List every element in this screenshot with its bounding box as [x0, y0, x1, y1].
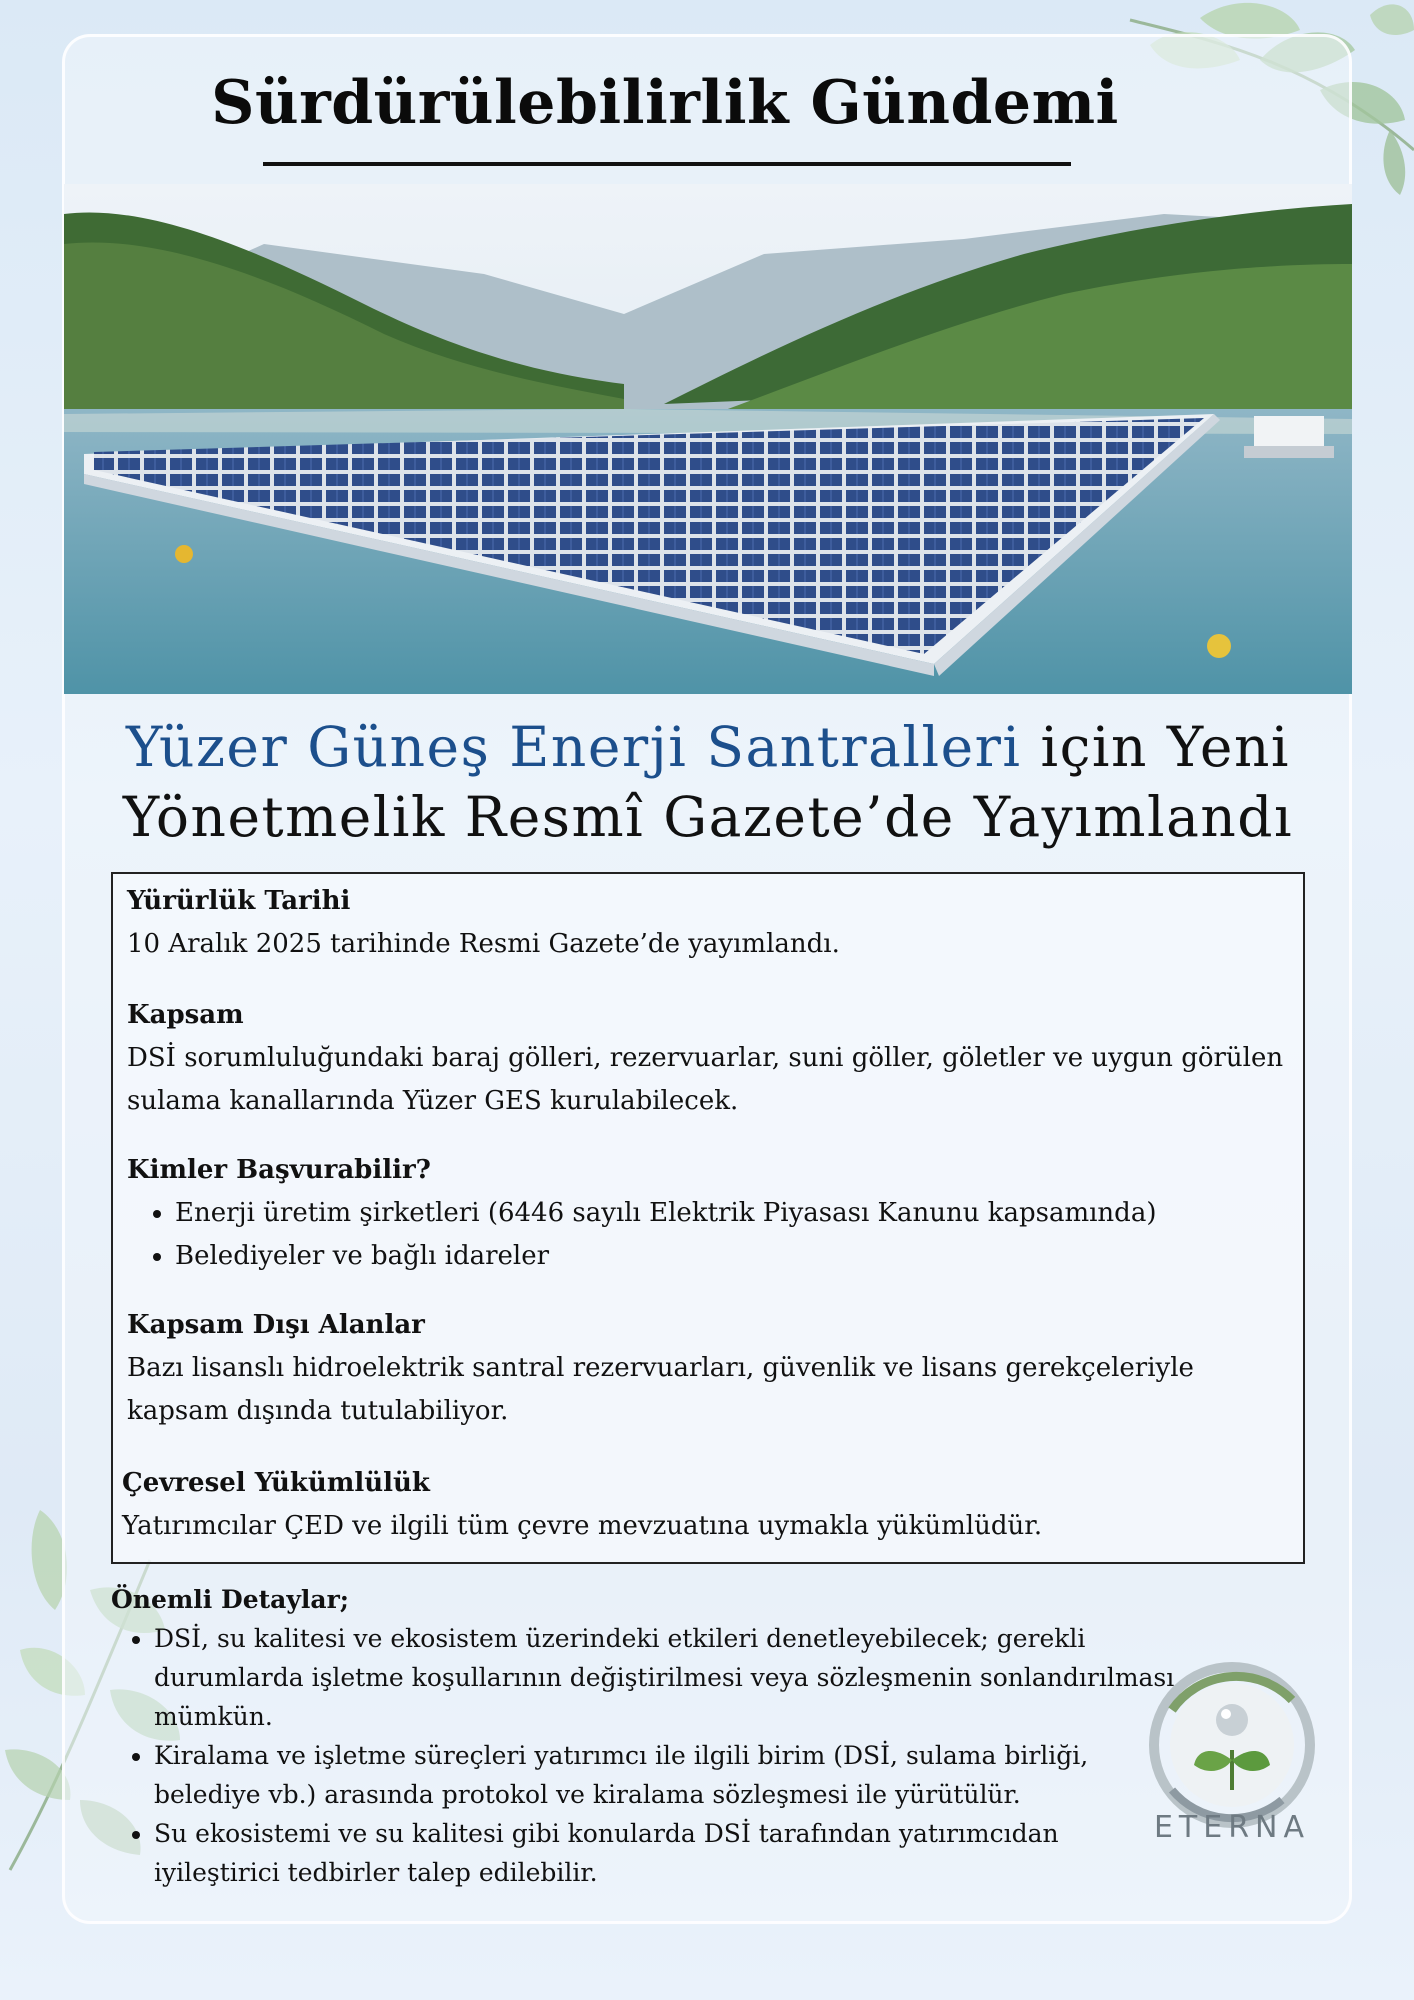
list-item: • Su ekosistemi ve su kalitesi gibi konularda DSİ tarafından yatırımcıdan iyileştirici tedbirler talep edilebilir. — [154, 1814, 1191, 1892]
list-item: • Enerji üretim şirketleri (6446 sayılı Elektrik Piyasası Kanunu kapsamında) — [175, 1192, 1287, 1235]
floating-solar-illustration — [64, 184, 1352, 694]
applicant-list — [127, 1192, 1287, 1278]
section-title: Kapsam Dışı Alanlar — [127, 1310, 425, 1340]
headline-line-1 — [64, 712, 1352, 782]
page-title: Sürdürülebilirlik Gündemi — [211, 68, 1119, 138]
section-text: Bazı lisanslı hidroelektrik santral rezervuarları, güvenlik ve lisans gerekçeleriyle kapsam dışında tutulabiliyor. — [127, 1353, 1194, 1426]
section-text: DSİ sorumluluğundaki baraj gölleri, rezervuarlar, suni göller, göletler ve uygun görülen sulama kanallarında Yüzer GES kurulabilecek. — [127, 1043, 1284, 1116]
headline — [64, 712, 1352, 852]
section-who-can-apply — [127, 1149, 1287, 1278]
section-title: Kimler Başvurabilir? — [127, 1155, 431, 1185]
section-environmental-obligation — [122, 1462, 1282, 1548]
section-title: Yürürlük Tarihi — [127, 886, 351, 916]
section-text: 10 Aralık 2025 tarihinde Resmi Gazete’de yayımlandı. — [127, 929, 840, 959]
list-item: • Belediyeler ve bağlı idareler — [175, 1235, 1287, 1278]
details-title: Önemli Detaylar; — [111, 1585, 349, 1614]
section-scope — [127, 994, 1287, 1123]
section-excluded-areas — [127, 1304, 1287, 1433]
title-underline — [263, 162, 1071, 166]
hero-image — [64, 184, 1352, 694]
section-effective-date — [127, 880, 1287, 966]
info-box — [111, 872, 1305, 1564]
list-item: • DSİ, su kalitesi ve ekosistem üzerindeki etkileri denetleyebilecek; gerekli durumlarda işletme koşullarının değiştirilmesi veya sözleşmenin sonlandırılması mümkün. — [154, 1619, 1191, 1736]
important-details — [111, 1580, 1191, 1892]
section-title: Çevresel Yükümlülük — [122, 1468, 430, 1498]
section-title: Kapsam — [127, 1000, 244, 1030]
headline-line-2: Yönetmelik Resmî Gazete’de Yayımlandı — [122, 785, 1294, 849]
headline-accent: Yüzer Güneş Enerji Santralleri — [126, 715, 1022, 779]
section-text: Yatırımcılar ÇED ve ilgili tüm çevre mevzuatına uymakla yükümlüdür. — [122, 1511, 1043, 1541]
list-item: • Kiralama ve işletme süreçleri yatırımcı ile ilgili birim (DSİ, sulama birliği, belediye vb.) arasında protokol ve kiralama sözleşmesi ile yürütülür. — [154, 1736, 1191, 1814]
details-list — [111, 1619, 1191, 1892]
headline-rest: için Yeni — [1021, 715, 1290, 779]
logo-wordmark: ETERNA — [1153, 1810, 1311, 1845]
